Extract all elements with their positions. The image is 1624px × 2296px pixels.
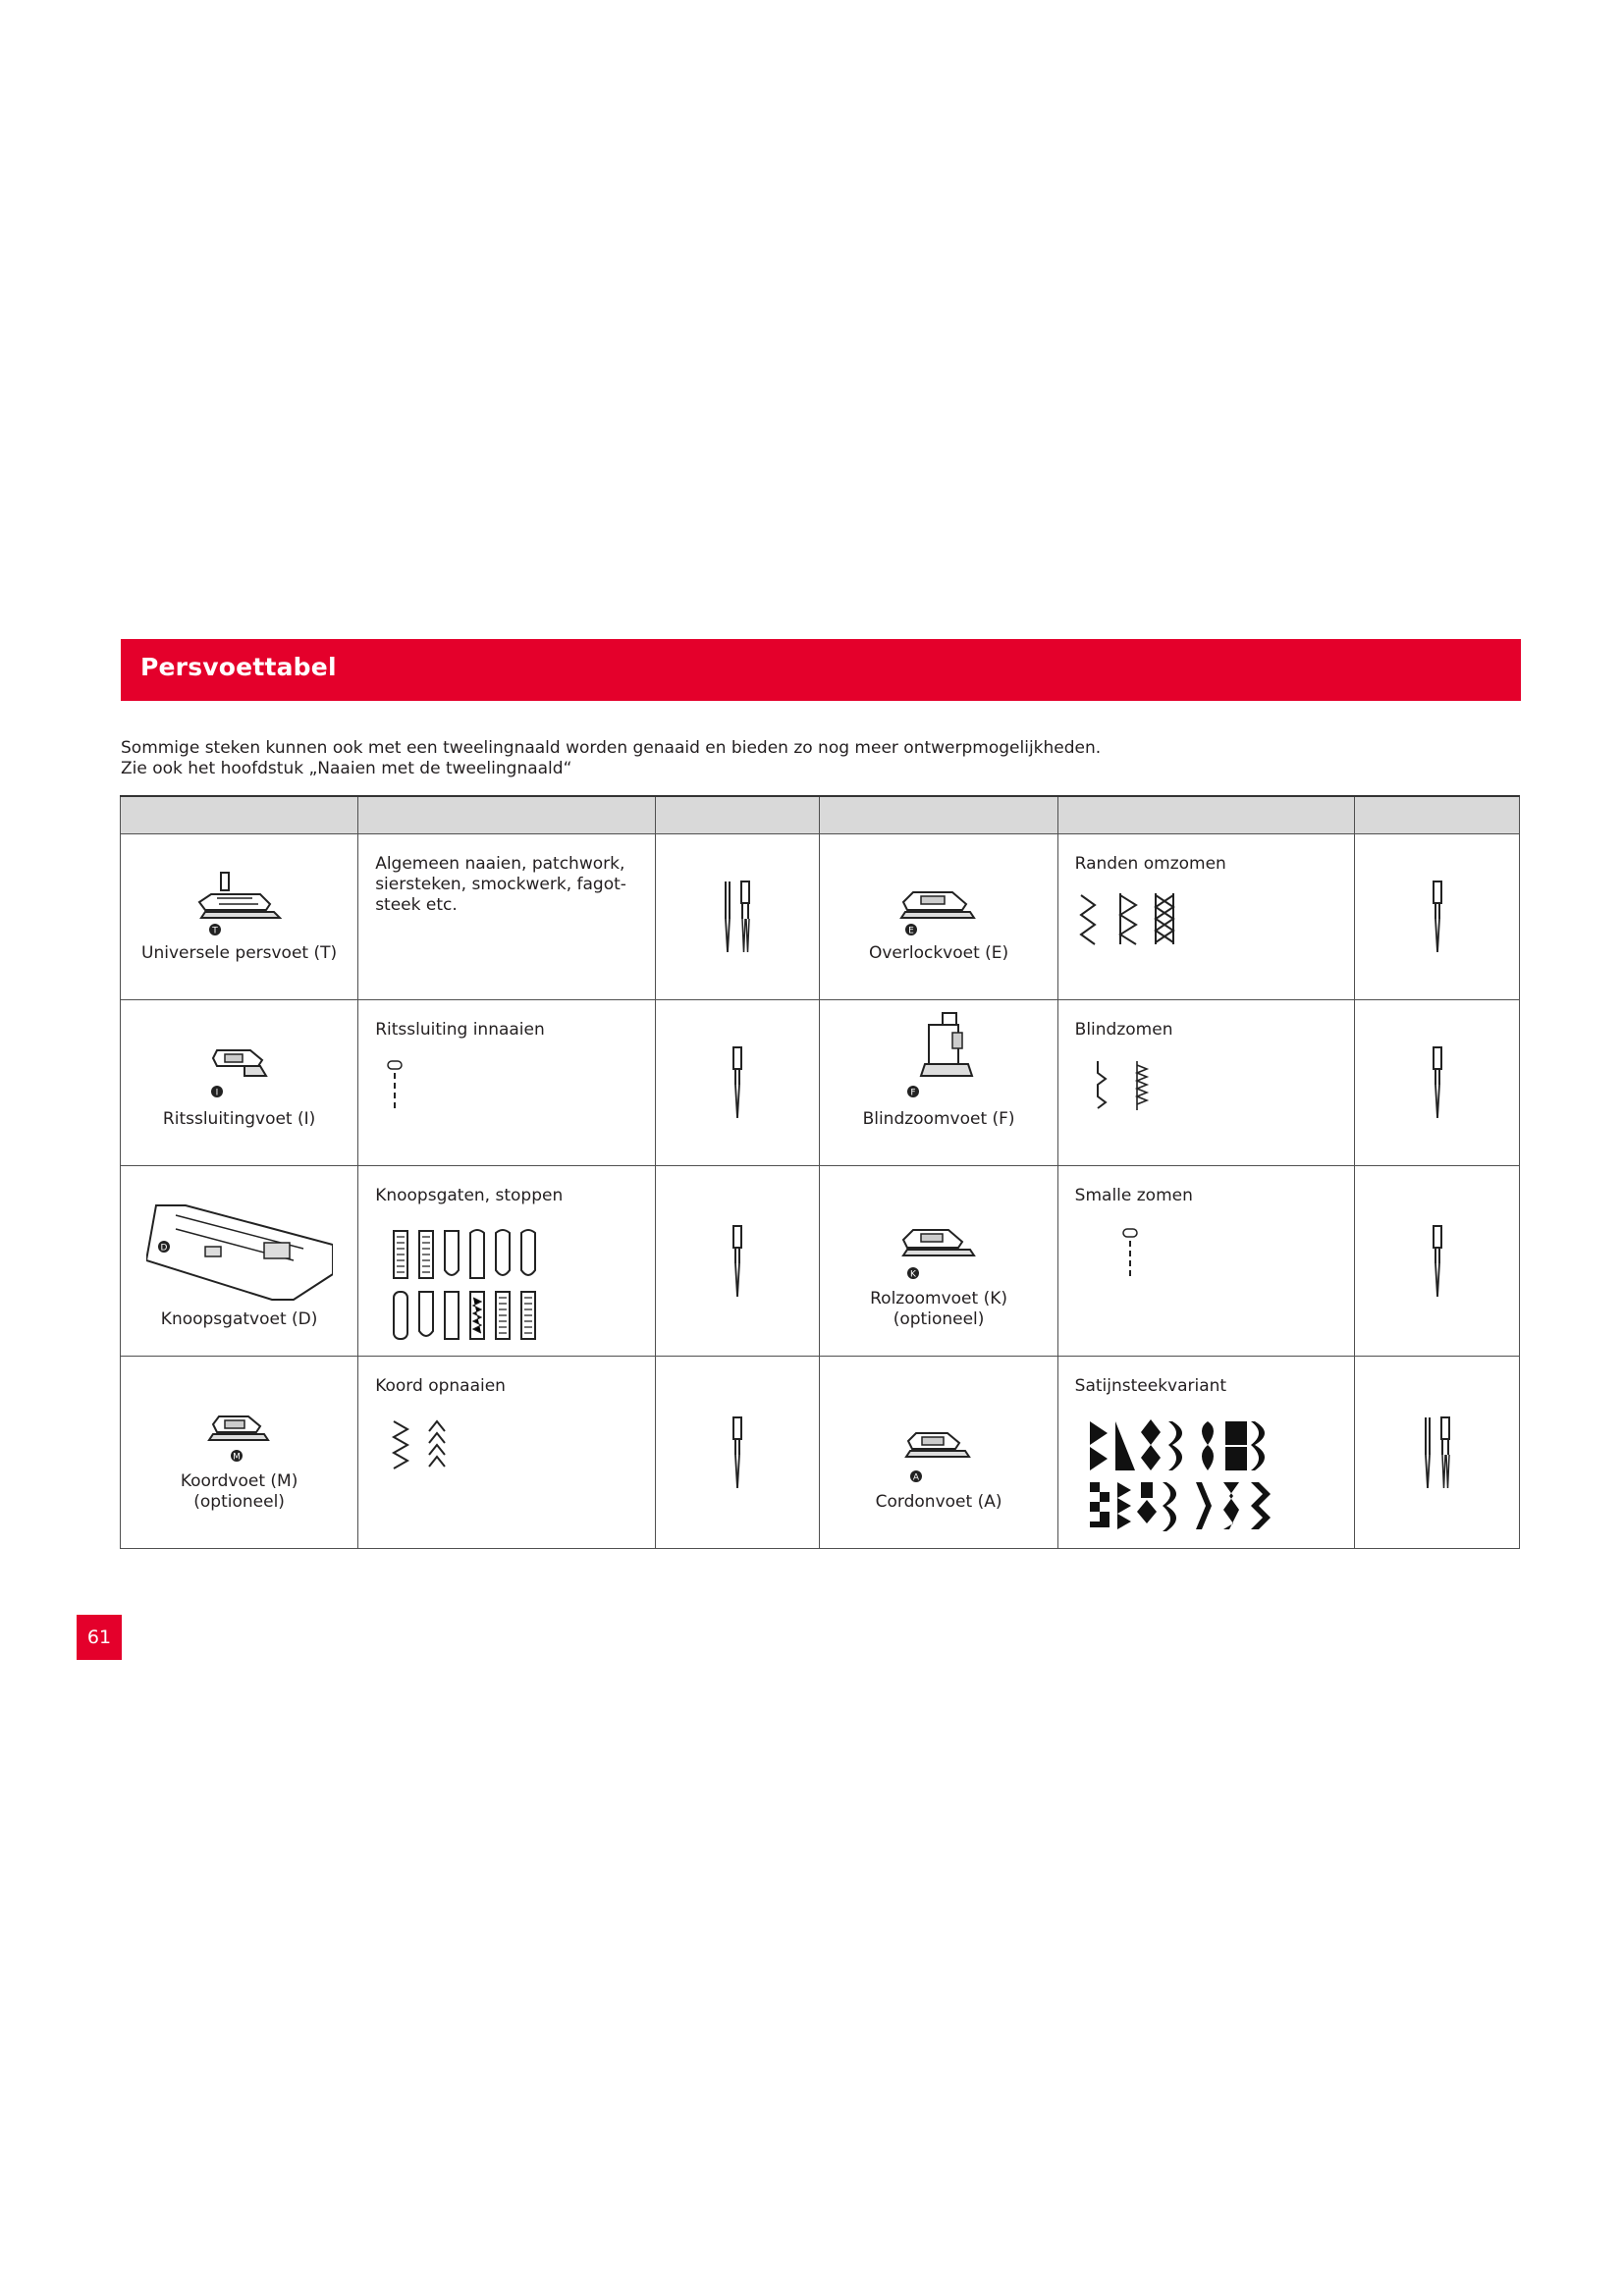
use-label: Ritssluiting innaaien — [375, 1020, 545, 1040]
needle-cell — [1355, 1166, 1520, 1357]
single-needle-icon — [730, 1045, 745, 1120]
use-cell — [1057, 1000, 1355, 1166]
foot-label-optional: (optioneel) — [193, 1492, 285, 1512]
narrow-hem-stitch-icon — [1115, 1227, 1145, 1282]
intro-line-1: Sommige steken kunnen ook met een tweelingnaald worden genaaid en bieden zo nog meer ontwerpmogelijkheden. — [121, 738, 1102, 758]
cording-stitch-icon — [390, 1417, 459, 1472]
foot-label: Blindzoomvoet (F) — [862, 1109, 1015, 1129]
foot-letter: K — [910, 1269, 917, 1280]
table-header-row — [121, 796, 1520, 834]
header-cell — [358, 796, 656, 834]
use-label: Knoopsgaten, stoppen — [375, 1186, 564, 1205]
rolled-hem-foot-icon — [899, 1222, 978, 1283]
foot-cell — [820, 1357, 1057, 1549]
twin-needle-icon — [1416, 1415, 1459, 1490]
table-row — [121, 834, 1520, 1000]
foot-cell — [121, 1166, 358, 1357]
buttonhole-foot-icon — [146, 1196, 333, 1304]
satin-stitch-foot-icon — [904, 1427, 973, 1486]
header-cell — [1057, 796, 1355, 834]
use-label: Smalle zomen — [1074, 1186, 1193, 1205]
needle-cell — [1355, 1357, 1520, 1549]
foot-cell — [121, 1000, 358, 1166]
foot-cell — [820, 1166, 1057, 1357]
foot-cell — [820, 834, 1057, 1000]
zipper-foot-icon — [205, 1041, 274, 1103]
foot-letter: I — [215, 1088, 218, 1098]
foot-cell — [121, 834, 358, 1000]
cording-foot-icon — [207, 1411, 272, 1466]
needle-cell — [655, 1357, 820, 1549]
table-row — [121, 1000, 1520, 1166]
use-cell — [358, 1000, 656, 1166]
buttonhole-stitch-icon — [392, 1227, 549, 1345]
use-label: Satijnsteekvariant — [1074, 1376, 1227, 1396]
needle-cell — [655, 1000, 820, 1166]
twin-needle-icon — [716, 880, 759, 954]
page-number: 61 — [77, 1615, 122, 1660]
use-cell — [358, 834, 656, 1000]
section-banner — [121, 639, 1521, 701]
foot-letter: T — [211, 926, 218, 936]
use-label: Koord opnaaien — [375, 1376, 506, 1396]
table-row — [121, 1166, 1520, 1357]
foot-label: Rolzoomvoet (K) — [870, 1289, 1007, 1308]
header-cell — [121, 796, 358, 834]
intro-text — [121, 738, 1515, 779]
use-cell — [1057, 1166, 1355, 1357]
overlock-stitch-icon — [1075, 891, 1183, 946]
foot-label-optional: (optioneel) — [893, 1309, 985, 1329]
section-title: Persvoettabel — [140, 653, 337, 681]
satin-stitch-variant-icon — [1088, 1417, 1274, 1533]
table-row — [121, 1357, 1520, 1549]
use-cell — [1057, 1357, 1355, 1549]
use-cell — [1057, 834, 1355, 1000]
presser-foot-table — [120, 795, 1520, 1549]
foot-label: Koordvoet (M) — [180, 1471, 298, 1491]
foot-letter: M — [232, 1452, 241, 1463]
header-cell — [1355, 796, 1520, 834]
universal-presser-foot-icon — [197, 869, 282, 937]
foot-label: Universele persvoet (T) — [141, 943, 338, 963]
foot-letter: E — [908, 926, 914, 936]
blind-hem-stitch-icon — [1092, 1057, 1170, 1112]
header-cell — [655, 796, 820, 834]
foot-cell — [820, 1000, 1057, 1166]
foot-letter: A — [912, 1472, 920, 1483]
foot-cell — [121, 1357, 358, 1549]
blind-hem-foot-icon — [899, 1009, 978, 1103]
single-needle-icon — [1430, 1045, 1445, 1120]
needle-cell — [655, 1166, 820, 1357]
foot-label: Ritssluitingvoet (I) — [162, 1109, 316, 1129]
use-label: Randen omzomen — [1074, 854, 1226, 874]
needle-cell — [1355, 834, 1520, 1000]
zipper-stitch-icon — [380, 1059, 409, 1114]
use-cell — [358, 1357, 656, 1549]
foot-letter: F — [910, 1088, 916, 1098]
foot-label: Overlockvoet (E) — [868, 943, 1009, 963]
intro-line-2: Zie ook het hoofdstuk „Naaien met de tweelingnaald“ — [121, 759, 572, 778]
single-needle-icon — [1430, 880, 1445, 954]
foot-label: Cordonvoet (A) — [875, 1492, 1002, 1512]
use-label: Algemeen naaien, patchwork, siersteken, smockwerk, fagot-steek etc. — [375, 854, 626, 915]
single-needle-icon — [1430, 1224, 1445, 1299]
foot-label: Knoopsgatvoet (D) — [160, 1309, 318, 1329]
header-cell — [820, 796, 1057, 834]
overlock-foot-icon — [899, 884, 978, 937]
needle-cell — [655, 834, 820, 1000]
single-needle-icon — [730, 1224, 745, 1299]
needle-cell — [1355, 1000, 1520, 1166]
foot-letter: D — [160, 1243, 168, 1254]
use-label: Blindzomen — [1074, 1020, 1173, 1040]
single-needle-icon — [730, 1415, 745, 1490]
use-cell — [358, 1166, 656, 1357]
